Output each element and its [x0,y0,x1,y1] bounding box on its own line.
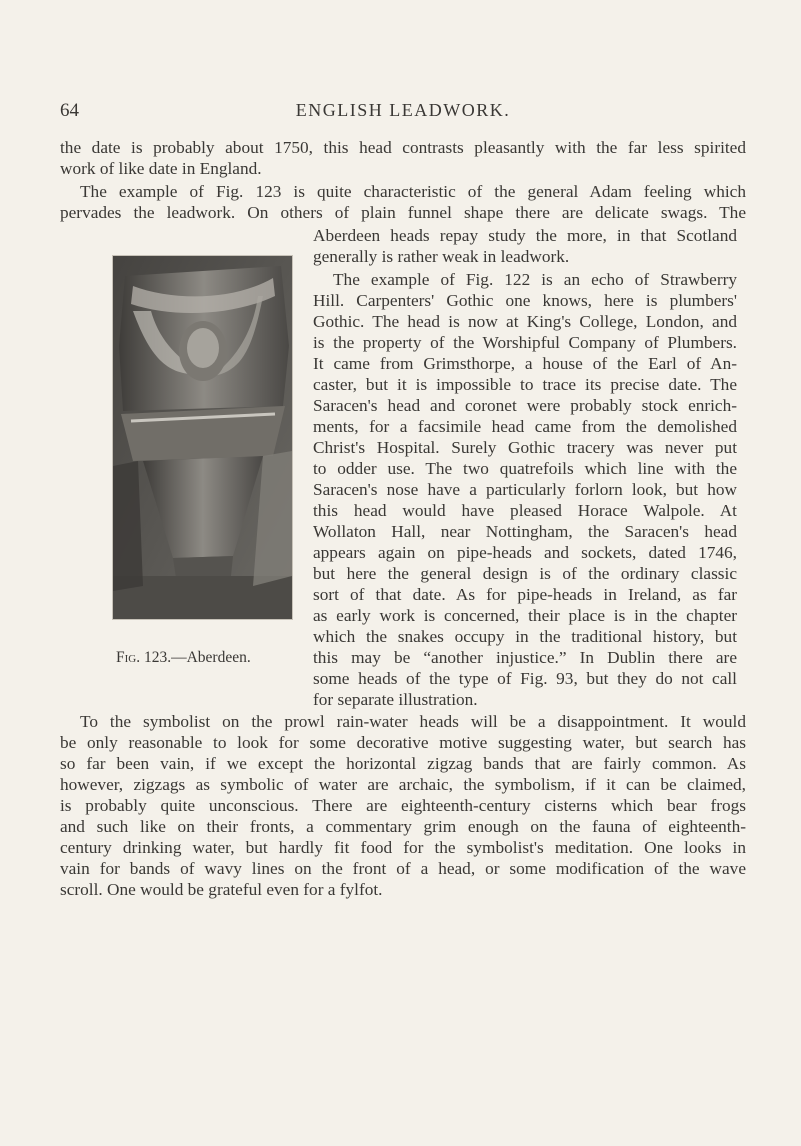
text-line: scroll. One would be grateful even for a fylfot. [60,880,383,899]
text-line: Hill. Carpenters' Gothic one knows, here is plumbers' [313,291,737,310]
text-line: It came from Grimsthorpe, a house of the Earl of An- [313,354,737,373]
text-line: Christ's Hospital. Surely Gothic tracery was never put [313,438,737,457]
text-line: the date is probably about 1750, this head contrasts pleasantly with the far less spirited [60,138,746,157]
text-line: to odder use. The two quatrefoils which line with the [313,459,737,478]
text-line: Saracen's nose have a particularly forlorn look, but how [313,480,737,499]
text-line: vain for bands of wavy lines on the front of a head, or some modification of the wave [60,859,746,878]
text-line: sort of that date. As for pipe-heads in Ireland, as far [313,585,737,604]
text-line: ments, for a facsimile head came from the demolished [313,417,737,436]
text-line: be only reasonable to look for some decorative motive suggesting water, but search has [60,733,746,752]
text-line: this may be “another injustice.” In Dublin there are [313,648,737,667]
figure-caption [116,649,251,667]
page-header [60,100,746,128]
text-line: work of like date in England. [60,159,262,178]
text-line: this head would have pleased Horace Walpole. At [313,501,737,520]
text-line: as early work is concerned, their place is in the chapter [313,606,737,625]
page-number: 64 [60,100,79,121]
text-line: however, zigzags as symbolic of water are archaic, the symbolism, if it can be claimed, [60,775,746,794]
text-line: and such like on their fronts, a commentary grim enough on the fauna of eighteenth- [60,817,746,836]
text-line: which the snakes occupy in the traditional history, but [313,627,737,646]
text-line: for separate illustration. [313,690,478,709]
figure-rainwater-head-photo [112,255,293,620]
text-line: The example of Fig. 123 is quite characteristic of the general Adam feeling which [80,182,746,201]
running-head: ENGLISH LEADWORK. [295,100,511,120]
text-line: Saracen's head and coronet were probably stock enrich- [313,396,737,415]
text-line: pervades the leadwork. On others of plain funnel shape there are delicate swags. The [60,203,746,222]
text-line: but here the general design is of the ordinary classic [313,564,737,583]
text-line: is the property of the Worshipful Company of Plumbers. [313,333,737,352]
text-line: Gothic. The head is now at King's College, London, and [313,312,737,331]
text-line: Wollaton Hall, near Nottingham, the Saracen's head [313,522,737,541]
text-line: is probably quite unconscious. There are eighteenth-century cisterns which bear frogs [60,796,746,815]
caption-label: Fig. 123. [116,649,172,666]
caption-text: —Aberdeen. [171,649,251,666]
text-line: The example of Fig. 122 is an echo of Strawberry [333,270,737,289]
text-line: generally is rather weak in leadwork. [313,247,570,266]
text-line: appears again on pipe-heads and sockets, dated 1746, [313,543,737,562]
text-line: some heads of the type of Fig. 93, but they do not call [313,669,737,688]
text-line: To the symbolist on the prowl rain-water heads will be a disappointment. It would [80,712,746,731]
text-line: caster, but it is impossible to trace its precise date. The [313,375,737,394]
text-line: century drinking water, but hardly fit food for the symbolist's meditation. One looks in [60,838,746,857]
text-line: Aberdeen heads repay study the more, in that Scotland [313,226,737,245]
text-line: so far been vain, if we except the horizontal zigzag bands that are fairly common. As [60,754,746,773]
